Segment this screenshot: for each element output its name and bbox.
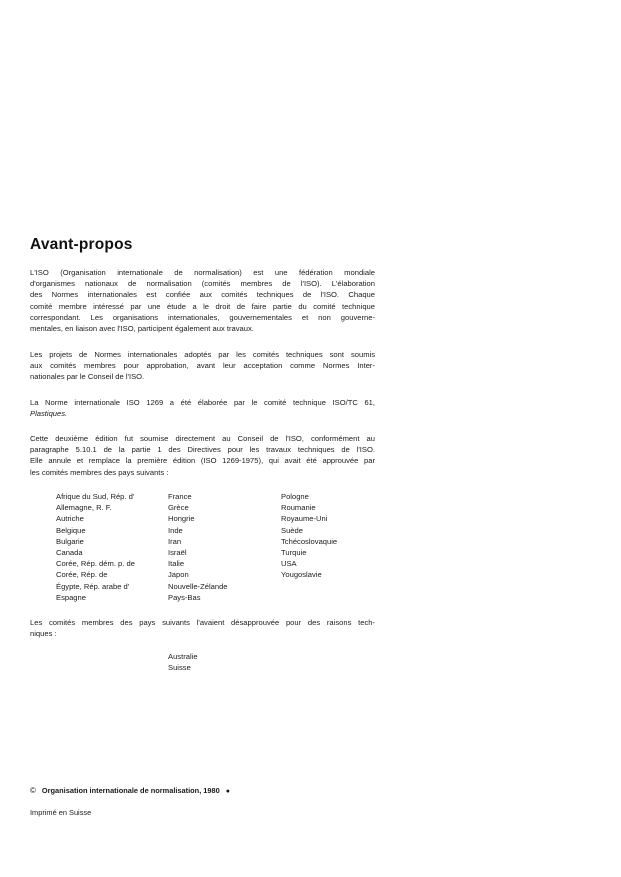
approving-countries-column-2 <box>168 491 228 603</box>
committee-name: Plastiques. <box>30 409 68 419</box>
bullet-icon: ● <box>225 788 230 795</box>
country-item: Corée, Rép. dém. p. de <box>56 559 135 569</box>
country-item: Égypte, Rép. arabe d' <box>56 581 130 591</box>
country-item: Espagne <box>56 592 86 602</box>
country-item: Allemagne, R. F. <box>56 503 112 513</box>
country-item: Yougoslavie <box>281 570 322 580</box>
paragraph-line: Cette deuxième édition fut soumise directement au Conseil de l'ISO, conformément au <box>30 434 375 443</box>
country-item: Nouvelle-Zélande <box>168 581 228 591</box>
country-item: Hongrie <box>168 514 195 524</box>
country-item: Australie <box>168 652 198 661</box>
country-item: Tchécoslovaquie <box>281 536 338 546</box>
page-title: Avant-propos <box>30 236 133 253</box>
country-item: Italie <box>168 559 185 569</box>
paragraph-standard-origin <box>30 397 375 419</box>
paragraph-line: niques : <box>30 629 57 639</box>
paragraph-line: L'ISO (Organisation internationale de normalisation) est une fédération mondiale <box>30 268 375 277</box>
country-item: Pays-Bas <box>168 592 201 602</box>
country-item: France <box>168 492 192 501</box>
paragraph-line: paragraphe 5.10.1 de la partie 1 des Directives pour les travaux techniques de l'ISO. <box>30 445 375 455</box>
printed-in-note: Imprimé en Suisse <box>30 808 92 817</box>
paragraph-line: La Norme internationale ISO 1269 a été élaborée par le comité technique ISO/TC 61, <box>30 398 375 407</box>
paragraph-iso-intro <box>30 267 375 334</box>
country-item: Suède <box>281 525 303 535</box>
paragraph-line: les comités membres des pays suivants : <box>30 467 169 477</box>
copyright-line <box>30 786 230 795</box>
country-item: Afrique du Sud, Rép. d' <box>56 492 135 501</box>
paragraph-line: des Normes internationales est confiée aux comités techniques de l'ISO. Chaque <box>30 290 375 300</box>
paragraph-line: comité membre intéressé par une étude a le droit de faire partie du comité technique <box>30 301 375 311</box>
country-item: Roumanie <box>281 503 316 513</box>
approving-countries-column-3 <box>281 491 337 581</box>
paragraph-line: aux comités membres pour approbation, avant leur acceptation comme Normes Inter- <box>30 361 375 371</box>
country-item: Grèce <box>168 503 189 513</box>
country-item: Bulgarie <box>56 536 84 546</box>
country-item: Corée, Rép. de <box>56 570 108 580</box>
paragraph-disapproval <box>30 617 375 639</box>
country-item: Suisse <box>168 663 191 670</box>
country-item: Turquie <box>281 547 307 557</box>
paragraph-second-edition <box>30 433 375 478</box>
paragraph-line: Les comités membres des pays suivants l'avaient désapprouvée pour des raisons tech- <box>30 618 375 627</box>
paragraph-line: d'organismes nationaux de normalisation (comités membres de l'ISO). L'élaboration <box>30 279 375 289</box>
country-item: Royaume-Uni <box>281 514 328 524</box>
country-item: Autriche <box>56 514 84 524</box>
copyright-icon: © <box>30 786 36 795</box>
country-item: Belgique <box>56 525 86 535</box>
paragraph-line: Les projets de Normes internationales adoptés par les comités techniques sont soumis <box>30 350 375 359</box>
copyright-text: Organisation internationale de normalisation, 1980 <box>41 786 220 795</box>
country-item: Japon <box>168 570 189 580</box>
paragraph-line: correspondant. Les organisations internationales, gouvernementales et non gouverne- <box>30 312 375 322</box>
paragraph-line: nationales par le Conseil de l'ISO. <box>30 372 145 382</box>
paragraph-draft-standards <box>30 349 375 383</box>
country-item: Inde <box>168 525 183 535</box>
disapproving-countries-list <box>168 651 198 670</box>
approving-countries-column-1 <box>56 491 161 603</box>
country-item: Pologne <box>281 492 309 501</box>
country-item: Iran <box>168 536 182 546</box>
country-item: USA <box>281 559 297 569</box>
country-item: Israël <box>168 547 187 557</box>
country-item: Canada <box>56 547 83 557</box>
paragraph-line: mentales, en liaison avec l'ISO, participent également aux travaux. <box>30 324 254 334</box>
paragraph-line: Elle annule et remplace la première édition (ISO 1269-1975), qui avait été approuvée par <box>30 456 375 466</box>
